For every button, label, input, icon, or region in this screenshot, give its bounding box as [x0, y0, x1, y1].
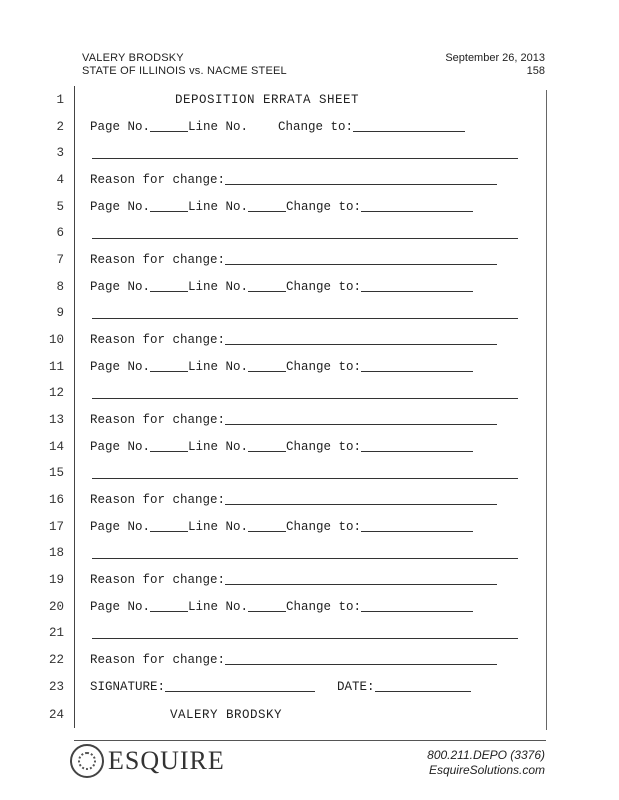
line-no-label: Line No. [188, 280, 249, 294]
change-to-label: Change to: [286, 280, 362, 294]
line-number: 19 [48, 573, 64, 587]
line-number: 15 [48, 466, 64, 480]
reason-label: Reason for change: [90, 493, 226, 507]
change-to-label: Change to: [278, 120, 354, 134]
line-number: 21 [48, 626, 64, 640]
line-number: 14 [48, 440, 64, 454]
line-no-label: Line No. [188, 360, 249, 374]
reason-field[interactable] [225, 490, 497, 505]
change-to-field[interactable] [361, 277, 473, 292]
reason-label: Reason for change: [90, 413, 226, 427]
line-13 [40, 410, 530, 430]
change-to-field[interactable] [361, 437, 473, 452]
date-label: DATE: [337, 680, 375, 694]
page-no-label: Page No. [90, 600, 151, 614]
reason-field[interactable] [225, 570, 497, 585]
case-name: STATE OF ILLINOIS vs. NACME STEEL [82, 65, 287, 77]
line-7 [40, 250, 530, 270]
line-number: 16 [48, 493, 64, 507]
line-17 [40, 517, 530, 537]
change-continuation-field[interactable] [92, 238, 518, 239]
line-20 [40, 597, 530, 617]
line-16 [40, 490, 530, 510]
line-number: 13 [48, 413, 64, 427]
line-9 [40, 303, 530, 323]
line-18 [40, 543, 530, 563]
page-number: 158 [526, 65, 545, 77]
line-5 [40, 197, 530, 217]
page-no-field[interactable] [150, 357, 188, 372]
page-no-label: Page No. [90, 120, 151, 134]
footer-rule [74, 740, 546, 741]
website: EsquireSolutions.com [428, 763, 545, 777]
line-number: 7 [56, 253, 64, 267]
line-number: 2 [56, 120, 64, 134]
line-number: 23 [48, 680, 64, 694]
line-11 [40, 357, 530, 377]
line-24 [40, 705, 530, 725]
right-margin-rule [546, 90, 547, 730]
reason-label: Reason for change: [90, 573, 226, 587]
change-to-field[interactable] [361, 517, 473, 532]
reason-field[interactable] [225, 170, 497, 185]
page-no-label: Page No. [90, 200, 151, 214]
line-no-field[interactable] [248, 597, 286, 612]
esquire-logo [70, 743, 225, 779]
reason-label: Reason for change: [90, 653, 226, 667]
line-number: 11 [48, 360, 64, 374]
date-field[interactable] [375, 677, 471, 692]
footer-contact [427, 748, 545, 778]
line-no-label: Line No. [188, 200, 249, 214]
line-number: 18 [48, 546, 64, 560]
line-number: 24 [48, 708, 64, 722]
page-no-label: Page No. [90, 360, 151, 374]
change-to-field[interactable] [361, 597, 473, 612]
change-continuation-field[interactable] [92, 398, 518, 399]
line-no-label: Line No. [188, 440, 249, 454]
line-number: 10 [48, 333, 64, 347]
change-continuation-field[interactable] [92, 158, 518, 159]
header-right [445, 52, 545, 78]
line-no-label: Line No. [188, 120, 249, 134]
change-to-label: Change to: [286, 440, 362, 454]
line-4 [40, 170, 530, 190]
reason-label: Reason for change: [90, 253, 226, 267]
change-to-field[interactable] [353, 117, 465, 132]
globe-icon [70, 744, 104, 778]
page-no-label: Page No. [90, 440, 151, 454]
line-22 [40, 650, 530, 670]
page-no-field[interactable] [150, 597, 188, 612]
line-14 [40, 437, 530, 457]
line-no-field[interactable] [248, 517, 286, 532]
line-number: 6 [56, 226, 64, 240]
line-number: 17 [48, 520, 64, 534]
logo-text: ESQUIRE [108, 746, 225, 775]
line-8 [40, 277, 530, 297]
line-10 [40, 330, 530, 350]
sheet-title: DEPOSITION ERRATA SHEET [175, 93, 360, 107]
line-23 [40, 677, 530, 697]
reason-label: Reason for change: [90, 173, 226, 187]
witness-name: VALERY BRODSKY [82, 52, 184, 64]
deposition-date: September 26, 2013 [445, 52, 545, 64]
signature-field[interactable] [165, 677, 315, 692]
change-to-label: Change to: [286, 520, 362, 534]
change-to-label: Change to: [286, 600, 362, 614]
change-continuation-field[interactable] [92, 558, 518, 559]
line-number: 1 [56, 93, 64, 107]
signer-name: VALERY BRODSKY [170, 708, 283, 722]
line-number: 4 [56, 173, 64, 187]
line-number: 20 [48, 600, 64, 614]
line-1 [40, 90, 530, 110]
line-no-field[interactable] [248, 357, 286, 372]
line-no-field[interactable] [248, 437, 286, 452]
page-no-field[interactable] [150, 277, 188, 292]
change-continuation-field[interactable] [92, 478, 518, 479]
change-to-label: Change to: [286, 360, 362, 374]
page-no-field[interactable] [150, 517, 188, 532]
reason-field[interactable] [225, 250, 497, 265]
line-number: 22 [48, 653, 64, 667]
line-no-field[interactable] [248, 277, 286, 292]
line-15 [40, 463, 530, 483]
header-left [82, 52, 287, 78]
change-continuation-field[interactable] [92, 638, 518, 639]
line-number: 8 [56, 280, 64, 294]
line-number: 3 [56, 146, 64, 160]
line-no-label: Line No. [188, 600, 249, 614]
line-21 [40, 623, 530, 643]
line-no-label: Line No. [188, 520, 249, 534]
change-to-field[interactable] [361, 357, 473, 372]
line-2 [40, 117, 530, 137]
change-to-field[interactable] [361, 197, 473, 212]
page-no-field[interactable] [150, 437, 188, 452]
line-12 [40, 383, 530, 403]
line-6 [40, 223, 530, 243]
page-no-label: Page No. [90, 280, 151, 294]
phone-number: 800.211.DEPO (3376) [427, 748, 545, 762]
signature-label: SIGNATURE: [90, 680, 166, 694]
line-no-field[interactable] [248, 197, 286, 212]
page-no-label: Page No. [90, 520, 151, 534]
reason-field[interactable] [225, 410, 497, 425]
reason-label: Reason for change: [90, 333, 226, 347]
change-continuation-field[interactable] [92, 318, 518, 319]
change-to-label: Change to: [286, 200, 362, 214]
reason-field[interactable] [225, 330, 497, 345]
line-number: 5 [56, 200, 64, 214]
page-no-field[interactable] [150, 117, 188, 132]
line-19 [40, 570, 530, 590]
page-no-field[interactable] [150, 197, 188, 212]
line-number: 12 [48, 386, 64, 400]
line-number: 9 [56, 306, 64, 320]
line-3 [40, 143, 530, 163]
reason-field[interactable] [225, 650, 497, 665]
